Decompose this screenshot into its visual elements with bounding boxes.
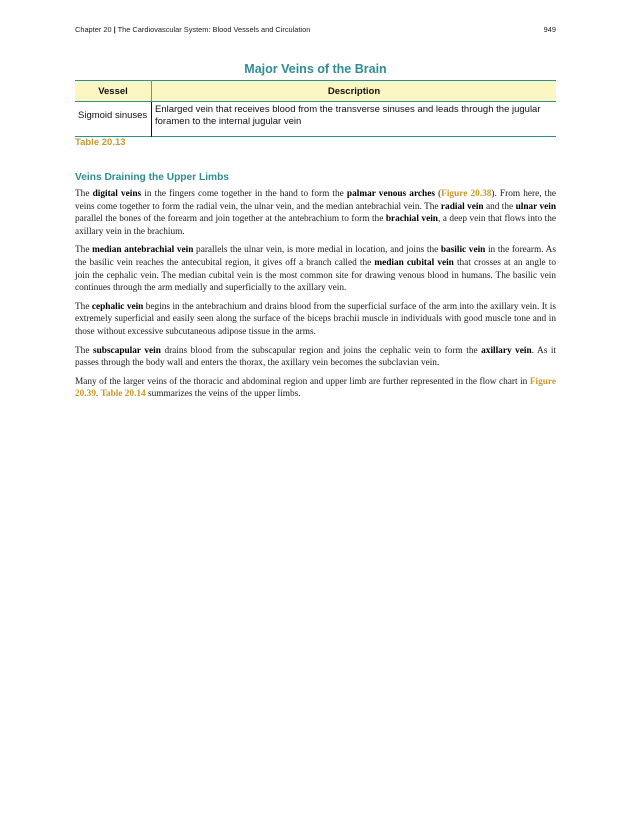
text: . As it passes through the body wall and enters the thorax, the axillary vein becomes the subclavian vein.: [75, 345, 556, 369]
chapter-label: Chapter 20: [75, 25, 112, 34]
figure-link-20-39[interactable]: Figure 20.39: [75, 376, 556, 400]
page-number: 949: [543, 25, 556, 34]
body-text: [75, 188, 556, 407]
text: in the fingers come together in the hand to form the: [141, 189, 347, 199]
text: summarizes the veins of the upper limbs.: [145, 389, 301, 400]
text: The: [75, 245, 93, 256]
paragraph-subscapular-vein: [75, 345, 556, 370]
text: The: [75, 189, 93, 199]
term-basilic-vein: basilic vein: [440, 245, 486, 256]
text: drains blood from the subscapular region and joins the cephalic vein to form the: [160, 345, 482, 356]
term-cephalic-vein: cephalic vein: [91, 301, 144, 312]
term-digital-veins: digital veins: [92, 189, 142, 199]
text: parallel the bones of the forearm and join together at the antebrachium to form the: [75, 214, 386, 225]
term-ulnar-vein: ulnar vein: [515, 201, 557, 212]
running-header: [75, 25, 556, 34]
term-brachial-vein: brachial vein: [385, 214, 438, 225]
table-header-row: [75, 81, 556, 102]
table-row: [75, 102, 556, 137]
text: .: [95, 389, 101, 400]
paragraph-cephalic-vein: [75, 301, 556, 339]
term-radial-vein: radial vein: [440, 201, 484, 212]
veins-table: [75, 80, 556, 137]
header-separator: |: [113, 25, 116, 34]
text: and the: [483, 201, 516, 212]
text: The: [75, 301, 92, 312]
chapter-title: The Cardiovascular System: Blood Vessels and Circulation: [117, 25, 311, 34]
text: that crosses at an angle to join the cephalic vein. The median cubital vein is the most common site for drawing venous blood in humans. The basilic vein continues through the arm medially and superficially to the axillary vein.: [75, 257, 557, 294]
term-axillary-vein: axillary vein: [481, 345, 532, 356]
column-header-vessel: Vessel: [75, 81, 152, 102]
term-subscapular-vein: subscapular vein: [92, 345, 161, 356]
text: parallels the ulnar vein, is more medial in location, and joins the: [193, 245, 441, 256]
paragraph-median-antebrachial: [75, 244, 556, 294]
column-header-description: Description: [152, 81, 557, 102]
text: begins in the antebrachium and drains blood from the superficial surface of the arm into the axillary vein. It is extremely superficial and easily seen along the surface of the biceps brachii muscle in individuals with good muscle tone and in those without excessive subcutaneous adipose tissue in the arms.: [75, 301, 556, 337]
text: , a deep vein that flows into the axillary vein in the brachium.: [75, 214, 556, 237]
term-palmar-venous-arches: palmar venous arches: [346, 189, 435, 199]
text: ). From here, the veins come together to form the radial vein, the ulnar vein, and the median antebrachial vein. The: [75, 189, 556, 212]
section-heading: Veins Draining the Upper Limbs: [75, 172, 229, 183]
table-title: Major Veins of the Brain: [244, 62, 387, 76]
cell-vessel: Sigmoid sinuses: [75, 102, 152, 137]
text: The: [75, 345, 93, 356]
cell-description: Enlarged vein that receives blood from the transverse sinuses and leads through the jugular foramen to the internal jugular vein: [155, 104, 541, 127]
text: (: [434, 189, 442, 199]
table-link-20-14[interactable]: Table 20.14: [100, 389, 146, 400]
paragraph-summary: [75, 376, 556, 401]
table-caption: Table 20.13: [75, 137, 126, 148]
paragraph-digital-veins: [75, 188, 556, 238]
text: Many of the larger veins of the thoracic and abdominal region and upper limb are further represented in the flow chart in: [75, 376, 530, 387]
figure-link-20-38[interactable]: Figure 20.38: [441, 189, 492, 199]
term-median-cubital-vein: median cubital vein: [374, 257, 454, 268]
term-median-antebrachial-vein: median antebrachial vein: [92, 245, 194, 256]
text: in the forearm. As the basilic vein reaches the antecubital region, it gives off a branch called the: [75, 245, 557, 268]
